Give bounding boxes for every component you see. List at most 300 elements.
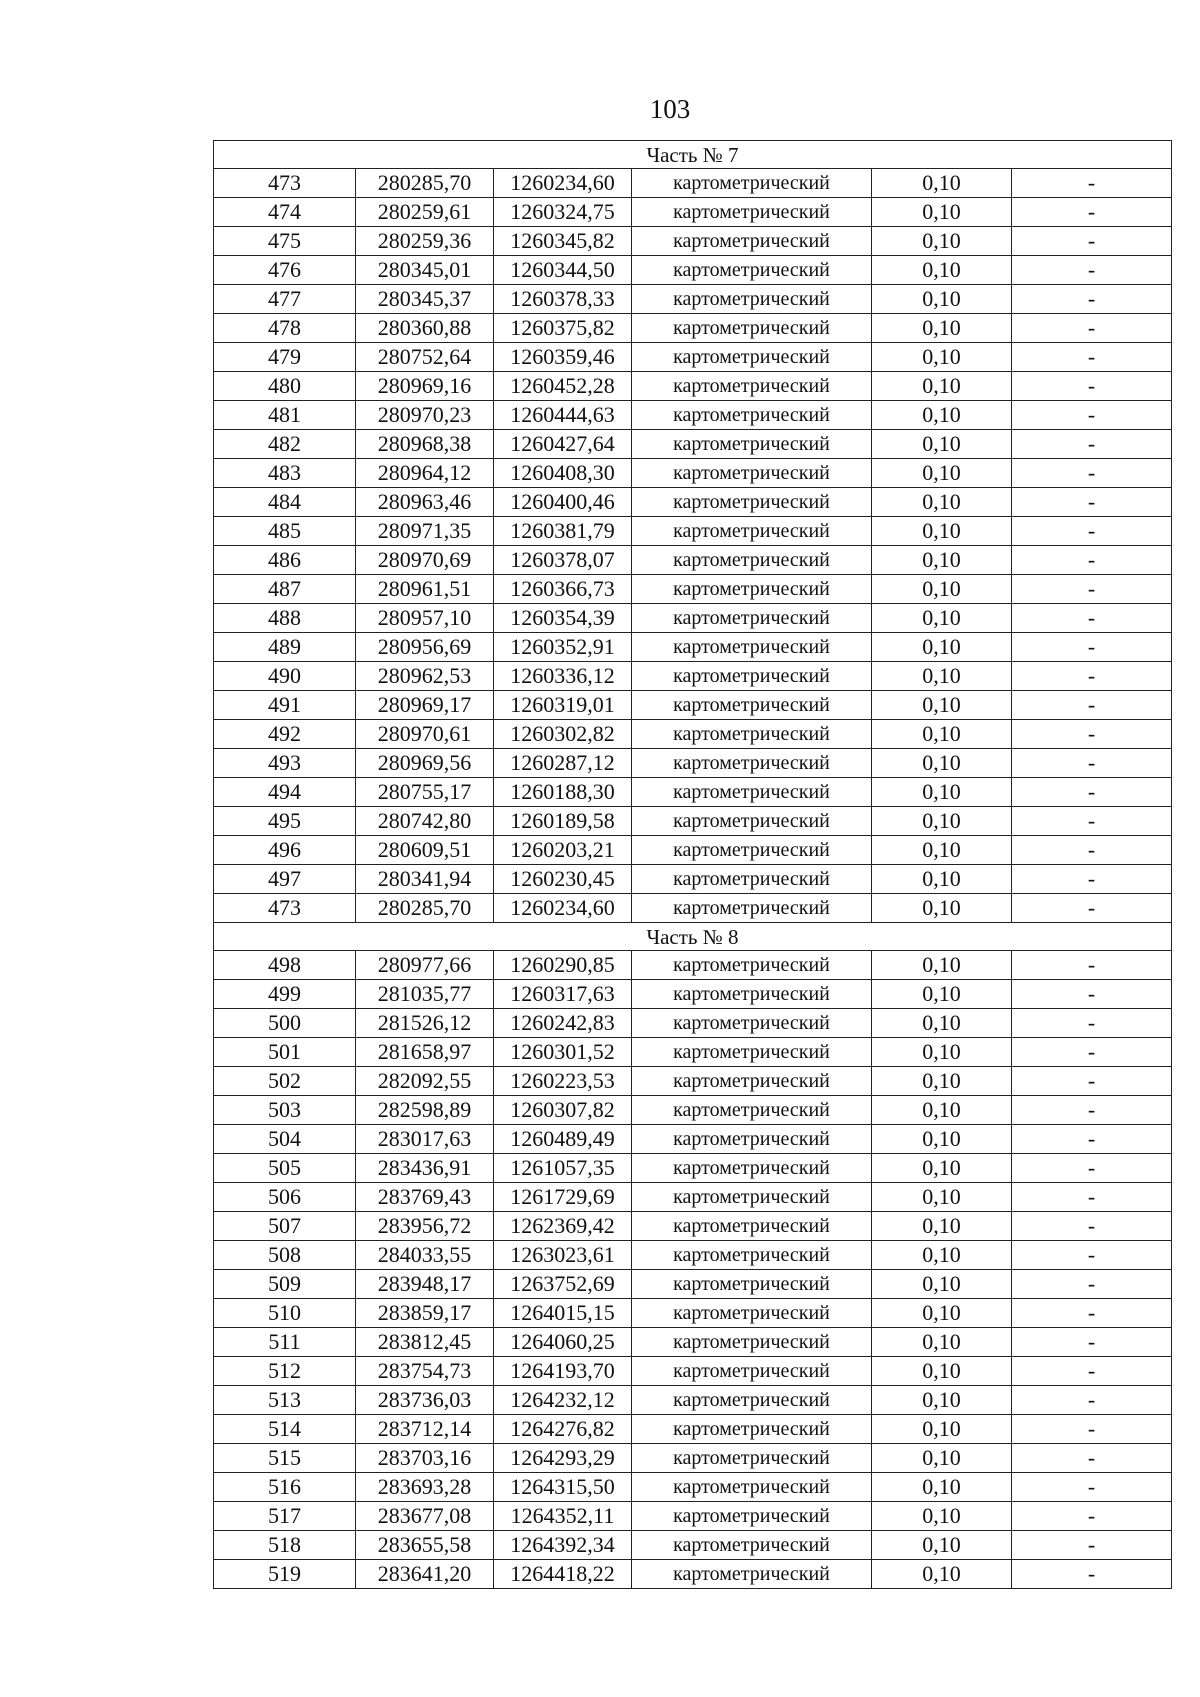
x-coordinate-cell: 283812,45: [356, 1328, 494, 1357]
note-cell: -: [1012, 517, 1172, 546]
method-cell: картометрический: [632, 227, 872, 256]
point-number-cell: 496: [214, 836, 356, 865]
page-number: 103: [649, 94, 691, 124]
accuracy-cell: 0,10: [872, 1067, 1012, 1096]
point-number-cell: 487: [214, 575, 356, 604]
note-cell: -: [1012, 372, 1172, 401]
point-number-cell: 519: [214, 1560, 356, 1589]
x-coordinate-cell: 280609,51: [356, 836, 494, 865]
y-coordinate-cell: 1260189,58: [494, 807, 632, 836]
method-cell: картометрический: [632, 459, 872, 488]
point-number-cell: 493: [214, 749, 356, 778]
accuracy-cell: 0,10: [872, 1560, 1012, 1589]
accuracy-cell: 0,10: [872, 1473, 1012, 1502]
note-cell: -: [1012, 604, 1172, 633]
point-number-cell: 500: [214, 1009, 356, 1038]
method-cell: картометрический: [632, 865, 872, 894]
note-cell: -: [1012, 1125, 1172, 1154]
note-cell: -: [1012, 1502, 1172, 1531]
method-cell: картометрический: [632, 372, 872, 401]
note-cell: -: [1012, 951, 1172, 980]
table-row: [214, 1415, 1172, 1444]
y-coordinate-cell: 1260378,07: [494, 546, 632, 575]
accuracy-cell: 0,10: [872, 662, 1012, 691]
x-coordinate-cell: 283956,72: [356, 1212, 494, 1241]
table-row: [214, 1560, 1172, 1589]
method-cell: картометрический: [632, 1560, 872, 1589]
accuracy-cell: 0,10: [872, 1357, 1012, 1386]
accuracy-cell: 0,10: [872, 517, 1012, 546]
point-number-cell: 504: [214, 1125, 356, 1154]
point-number-cell: 473: [214, 169, 356, 198]
x-coordinate-cell: 280285,70: [356, 894, 494, 923]
accuracy-cell: 0,10: [872, 749, 1012, 778]
note-cell: -: [1012, 749, 1172, 778]
y-coordinate-cell: 1264193,70: [494, 1357, 632, 1386]
table-row: [214, 865, 1172, 894]
x-coordinate-cell: 283655,58: [356, 1531, 494, 1560]
x-coordinate-cell: 280341,94: [356, 865, 494, 894]
x-coordinate-cell: 280345,01: [356, 256, 494, 285]
y-coordinate-cell: 1260354,39: [494, 604, 632, 633]
table-row: [214, 633, 1172, 662]
accuracy-cell: 0,10: [872, 198, 1012, 227]
point-number-cell: 505: [214, 1154, 356, 1183]
note-cell: -: [1012, 865, 1172, 894]
table-row: [214, 1531, 1172, 1560]
accuracy-cell: 0,10: [872, 865, 1012, 894]
point-number-cell: 501: [214, 1038, 356, 1067]
table-row: [214, 604, 1172, 633]
point-number-cell: 484: [214, 488, 356, 517]
note-cell: -: [1012, 459, 1172, 488]
note-cell: -: [1012, 256, 1172, 285]
point-number-cell: 506: [214, 1183, 356, 1212]
method-cell: картометрический: [632, 1386, 872, 1415]
y-coordinate-cell: 1261057,35: [494, 1154, 632, 1183]
accuracy-cell: 0,10: [872, 1096, 1012, 1125]
method-cell: картометрический: [632, 198, 872, 227]
accuracy-cell: 0,10: [872, 633, 1012, 662]
x-coordinate-cell: 284033,55: [356, 1241, 494, 1270]
table-row: [214, 459, 1172, 488]
note-cell: -: [1012, 1067, 1172, 1096]
x-coordinate-cell: 282598,89: [356, 1096, 494, 1125]
x-coordinate-cell: 283693,28: [356, 1473, 494, 1502]
accuracy-cell: 0,10: [872, 314, 1012, 343]
note-cell: -: [1012, 314, 1172, 343]
point-number-cell: 509: [214, 1270, 356, 1299]
table-row: [214, 575, 1172, 604]
method-cell: картометрический: [632, 1299, 872, 1328]
y-coordinate-cell: 1264293,29: [494, 1444, 632, 1473]
accuracy-cell: 0,10: [872, 1328, 1012, 1357]
part-header-row: [214, 923, 1172, 951]
method-cell: картометрический: [632, 633, 872, 662]
y-coordinate-cell: 1260307,82: [494, 1096, 632, 1125]
accuracy-cell: 0,10: [872, 1415, 1012, 1444]
table-row: [214, 430, 1172, 459]
accuracy-cell: 0,10: [872, 1299, 1012, 1328]
x-coordinate-cell: 280259,36: [356, 227, 494, 256]
y-coordinate-cell: 1263023,61: [494, 1241, 632, 1270]
y-coordinate-cell: 1260324,75: [494, 198, 632, 227]
table-row: [214, 1096, 1172, 1125]
method-cell: картометрический: [632, 488, 872, 517]
accuracy-cell: 0,10: [872, 807, 1012, 836]
note-cell: -: [1012, 430, 1172, 459]
accuracy-cell: 0,10: [872, 575, 1012, 604]
y-coordinate-cell: 1260302,82: [494, 720, 632, 749]
table-row: [214, 720, 1172, 749]
point-number-cell: 513: [214, 1386, 356, 1415]
accuracy-cell: 0,10: [872, 1386, 1012, 1415]
accuracy-cell: 0,10: [872, 343, 1012, 372]
accuracy-cell: 0,10: [872, 1241, 1012, 1270]
table-row: [214, 256, 1172, 285]
x-coordinate-cell: 280961,51: [356, 575, 494, 604]
accuracy-cell: 0,10: [872, 1183, 1012, 1212]
point-number-cell: 477: [214, 285, 356, 314]
note-cell: -: [1012, 575, 1172, 604]
method-cell: картометрический: [632, 314, 872, 343]
x-coordinate-cell: 281526,12: [356, 1009, 494, 1038]
method-cell: картометрический: [632, 1270, 872, 1299]
x-coordinate-cell: 280752,64: [356, 343, 494, 372]
method-cell: картометрический: [632, 1009, 872, 1038]
accuracy-cell: 0,10: [872, 778, 1012, 807]
note-cell: -: [1012, 1212, 1172, 1241]
note-cell: -: [1012, 285, 1172, 314]
y-coordinate-cell: 1263752,69: [494, 1270, 632, 1299]
x-coordinate-cell: 280970,23: [356, 401, 494, 430]
accuracy-cell: 0,10: [872, 894, 1012, 923]
y-coordinate-cell: 1264352,11: [494, 1502, 632, 1531]
accuracy-cell: 0,10: [872, 980, 1012, 1009]
note-cell: -: [1012, 546, 1172, 575]
x-coordinate-cell: 280360,88: [356, 314, 494, 343]
table-row: [214, 1328, 1172, 1357]
method-cell: картометрический: [632, 343, 872, 372]
accuracy-cell: 0,10: [872, 372, 1012, 401]
method-cell: картометрический: [632, 1212, 872, 1241]
point-number-cell: 482: [214, 430, 356, 459]
accuracy-cell: 0,10: [872, 1531, 1012, 1560]
part-title: Часть № 8: [214, 923, 1172, 951]
table-row: [214, 546, 1172, 575]
accuracy-cell: 0,10: [872, 1502, 1012, 1531]
x-coordinate-cell: 280963,46: [356, 488, 494, 517]
method-cell: картометрический: [632, 256, 872, 285]
y-coordinate-cell: 1260317,63: [494, 980, 632, 1009]
method-cell: картометрический: [632, 1357, 872, 1386]
method-cell: картометрический: [632, 517, 872, 546]
method-cell: картометрический: [632, 691, 872, 720]
method-cell: картометрический: [632, 951, 872, 980]
method-cell: картометрический: [632, 1444, 872, 1473]
method-cell: картометрический: [632, 1531, 872, 1560]
point-number-cell: 480: [214, 372, 356, 401]
x-coordinate-cell: 283859,17: [356, 1299, 494, 1328]
y-coordinate-cell: 1260287,12: [494, 749, 632, 778]
table-row: [214, 1154, 1172, 1183]
note-cell: -: [1012, 836, 1172, 865]
method-cell: картометрический: [632, 894, 872, 923]
y-coordinate-cell: 1260290,85: [494, 951, 632, 980]
part-title: Часть № 7: [214, 141, 1172, 169]
point-number-cell: 499: [214, 980, 356, 1009]
accuracy-cell: 0,10: [872, 1009, 1012, 1038]
point-number-cell: 478: [214, 314, 356, 343]
accuracy-cell: 0,10: [872, 691, 1012, 720]
accuracy-cell: 0,10: [872, 285, 1012, 314]
table-row: [214, 1270, 1172, 1299]
x-coordinate-cell: 280957,10: [356, 604, 494, 633]
table-row: [214, 1183, 1172, 1212]
table-row: [214, 488, 1172, 517]
x-coordinate-cell: 282092,55: [356, 1067, 494, 1096]
x-coordinate-cell: 280969,56: [356, 749, 494, 778]
point-number-cell: 497: [214, 865, 356, 894]
x-coordinate-cell: 281658,97: [356, 1038, 494, 1067]
note-cell: -: [1012, 1386, 1172, 1415]
point-number-cell: 502: [214, 1067, 356, 1096]
table-row: [214, 372, 1172, 401]
y-coordinate-cell: 1264015,15: [494, 1299, 632, 1328]
point-number-cell: 483: [214, 459, 356, 488]
accuracy-cell: 0,10: [872, 1270, 1012, 1299]
note-cell: -: [1012, 227, 1172, 256]
note-cell: -: [1012, 1183, 1172, 1212]
table-row: [214, 1125, 1172, 1154]
y-coordinate-cell: 1260301,52: [494, 1038, 632, 1067]
table-row: [214, 285, 1172, 314]
accuracy-cell: 0,10: [872, 488, 1012, 517]
coordinates-table-body: [214, 141, 1172, 1589]
x-coordinate-cell: 280969,16: [356, 372, 494, 401]
point-number-cell: 476: [214, 256, 356, 285]
table-row: [214, 1299, 1172, 1328]
y-coordinate-cell: 1264392,34: [494, 1531, 632, 1560]
point-number-cell: 475: [214, 227, 356, 256]
table-row: [214, 691, 1172, 720]
point-number-cell: 490: [214, 662, 356, 691]
table-row: [214, 749, 1172, 778]
point-number-cell: 488: [214, 604, 356, 633]
method-cell: картометрический: [632, 401, 872, 430]
method-cell: картометрический: [632, 604, 872, 633]
point-number-cell: 512: [214, 1357, 356, 1386]
x-coordinate-cell: 280970,69: [356, 546, 494, 575]
x-coordinate-cell: 280964,12: [356, 459, 494, 488]
point-number-cell: 479: [214, 343, 356, 372]
accuracy-cell: 0,10: [872, 720, 1012, 749]
y-coordinate-cell: 1261729,69: [494, 1183, 632, 1212]
table-row: [214, 1241, 1172, 1270]
y-coordinate-cell: 1260359,46: [494, 343, 632, 372]
table-row: [214, 517, 1172, 546]
method-cell: картометрический: [632, 778, 872, 807]
y-coordinate-cell: 1260242,83: [494, 1009, 632, 1038]
point-number-cell: 503: [214, 1096, 356, 1125]
accuracy-cell: 0,10: [872, 227, 1012, 256]
note-cell: -: [1012, 633, 1172, 662]
accuracy-cell: 0,10: [872, 1125, 1012, 1154]
accuracy-cell: 0,10: [872, 1212, 1012, 1241]
y-coordinate-cell: 1260375,82: [494, 314, 632, 343]
point-number-cell: 474: [214, 198, 356, 227]
accuracy-cell: 0,10: [872, 546, 1012, 575]
note-cell: -: [1012, 1009, 1172, 1038]
method-cell: картометрический: [632, 1502, 872, 1531]
method-cell: картометрический: [632, 575, 872, 604]
x-coordinate-cell: 283017,63: [356, 1125, 494, 1154]
x-coordinate-cell: 280345,37: [356, 285, 494, 314]
y-coordinate-cell: 1264276,82: [494, 1415, 632, 1444]
table-row: [214, 343, 1172, 372]
table-row: [214, 662, 1172, 691]
method-cell: картометрический: [632, 749, 872, 778]
method-cell: картометрический: [632, 285, 872, 314]
note-cell: -: [1012, 488, 1172, 517]
table-row: [214, 314, 1172, 343]
point-number-cell: 516: [214, 1473, 356, 1502]
table-row: [214, 1212, 1172, 1241]
method-cell: картометрический: [632, 169, 872, 198]
x-coordinate-cell: 280259,61: [356, 198, 494, 227]
table-row: [214, 1502, 1172, 1531]
table-row: [214, 1444, 1172, 1473]
note-cell: -: [1012, 1154, 1172, 1183]
table-row: [214, 1067, 1172, 1096]
method-cell: картометрический: [632, 1183, 872, 1212]
accuracy-cell: 0,10: [872, 459, 1012, 488]
x-coordinate-cell: 280742,80: [356, 807, 494, 836]
coordinates-table: [213, 140, 1172, 1589]
y-coordinate-cell: 1260400,46: [494, 488, 632, 517]
note-cell: -: [1012, 894, 1172, 923]
accuracy-cell: 0,10: [872, 169, 1012, 198]
accuracy-cell: 0,10: [872, 401, 1012, 430]
x-coordinate-cell: 280977,66: [356, 951, 494, 980]
point-number-cell: 507: [214, 1212, 356, 1241]
y-coordinate-cell: 1264315,50: [494, 1473, 632, 1502]
table-row: [214, 836, 1172, 865]
x-coordinate-cell: 280962,53: [356, 662, 494, 691]
y-coordinate-cell: 1260452,28: [494, 372, 632, 401]
y-coordinate-cell: 1260319,01: [494, 691, 632, 720]
accuracy-cell: 0,10: [872, 1444, 1012, 1473]
x-coordinate-cell: 280969,17: [356, 691, 494, 720]
note-cell: -: [1012, 720, 1172, 749]
x-coordinate-cell: 283703,16: [356, 1444, 494, 1473]
x-coordinate-cell: 283736,03: [356, 1386, 494, 1415]
y-coordinate-cell: 1260234,60: [494, 894, 632, 923]
point-number-cell: 494: [214, 778, 356, 807]
method-cell: картометрический: [632, 720, 872, 749]
x-coordinate-cell: 280956,69: [356, 633, 494, 662]
note-cell: -: [1012, 1560, 1172, 1589]
y-coordinate-cell: 1260230,45: [494, 865, 632, 894]
note-cell: -: [1012, 1328, 1172, 1357]
table-row: [214, 1473, 1172, 1502]
note-cell: -: [1012, 1473, 1172, 1502]
point-number-cell: 515: [214, 1444, 356, 1473]
x-coordinate-cell: 280971,35: [356, 517, 494, 546]
table-row: [214, 169, 1172, 198]
y-coordinate-cell: 1260408,30: [494, 459, 632, 488]
table-row: [214, 894, 1172, 923]
accuracy-cell: 0,10: [872, 256, 1012, 285]
x-coordinate-cell: 280285,70: [356, 169, 494, 198]
x-coordinate-cell: 283641,20: [356, 1560, 494, 1589]
method-cell: картометрический: [632, 1067, 872, 1096]
accuracy-cell: 0,10: [872, 836, 1012, 865]
accuracy-cell: 0,10: [872, 1154, 1012, 1183]
table-row: [214, 778, 1172, 807]
point-number-cell: 508: [214, 1241, 356, 1270]
x-coordinate-cell: 283436,91: [356, 1154, 494, 1183]
note-cell: -: [1012, 1241, 1172, 1270]
note-cell: -: [1012, 1038, 1172, 1067]
y-coordinate-cell: 1260336,12: [494, 662, 632, 691]
point-number-cell: 486: [214, 546, 356, 575]
point-number-cell: 498: [214, 951, 356, 980]
note-cell: -: [1012, 1415, 1172, 1444]
x-coordinate-cell: 283677,08: [356, 1502, 494, 1531]
accuracy-cell: 0,10: [872, 604, 1012, 633]
point-number-cell: 491: [214, 691, 356, 720]
point-number-cell: 473: [214, 894, 356, 923]
x-coordinate-cell: 280970,61: [356, 720, 494, 749]
method-cell: картометрический: [632, 546, 872, 575]
table-row: [214, 227, 1172, 256]
table-row: [214, 1038, 1172, 1067]
point-number-cell: 481: [214, 401, 356, 430]
note-cell: -: [1012, 662, 1172, 691]
note-cell: -: [1012, 169, 1172, 198]
point-number-cell: 495: [214, 807, 356, 836]
note-cell: -: [1012, 198, 1172, 227]
note-cell: -: [1012, 1444, 1172, 1473]
x-coordinate-cell: 283754,73: [356, 1357, 494, 1386]
accuracy-cell: 0,10: [872, 951, 1012, 980]
note-cell: -: [1012, 807, 1172, 836]
y-coordinate-cell: 1260427,64: [494, 430, 632, 459]
y-coordinate-cell: 1260444,63: [494, 401, 632, 430]
method-cell: картометрический: [632, 836, 872, 865]
note-cell: -: [1012, 980, 1172, 1009]
accuracy-cell: 0,10: [872, 430, 1012, 459]
note-cell: -: [1012, 343, 1172, 372]
method-cell: картометрический: [632, 1038, 872, 1067]
accuracy-cell: 0,10: [872, 1038, 1012, 1067]
note-cell: -: [1012, 1270, 1172, 1299]
method-cell: картометрический: [632, 1125, 872, 1154]
y-coordinate-cell: 1264418,22: [494, 1560, 632, 1589]
table-row: [214, 980, 1172, 1009]
y-coordinate-cell: 1264232,12: [494, 1386, 632, 1415]
note-cell: -: [1012, 1531, 1172, 1560]
point-number-cell: 489: [214, 633, 356, 662]
note-cell: -: [1012, 1299, 1172, 1328]
note-cell: -: [1012, 1096, 1172, 1125]
x-coordinate-cell: 281035,77: [356, 980, 494, 1009]
x-coordinate-cell: 283948,17: [356, 1270, 494, 1299]
y-coordinate-cell: 1260234,60: [494, 169, 632, 198]
note-cell: -: [1012, 691, 1172, 720]
point-number-cell: 510: [214, 1299, 356, 1328]
